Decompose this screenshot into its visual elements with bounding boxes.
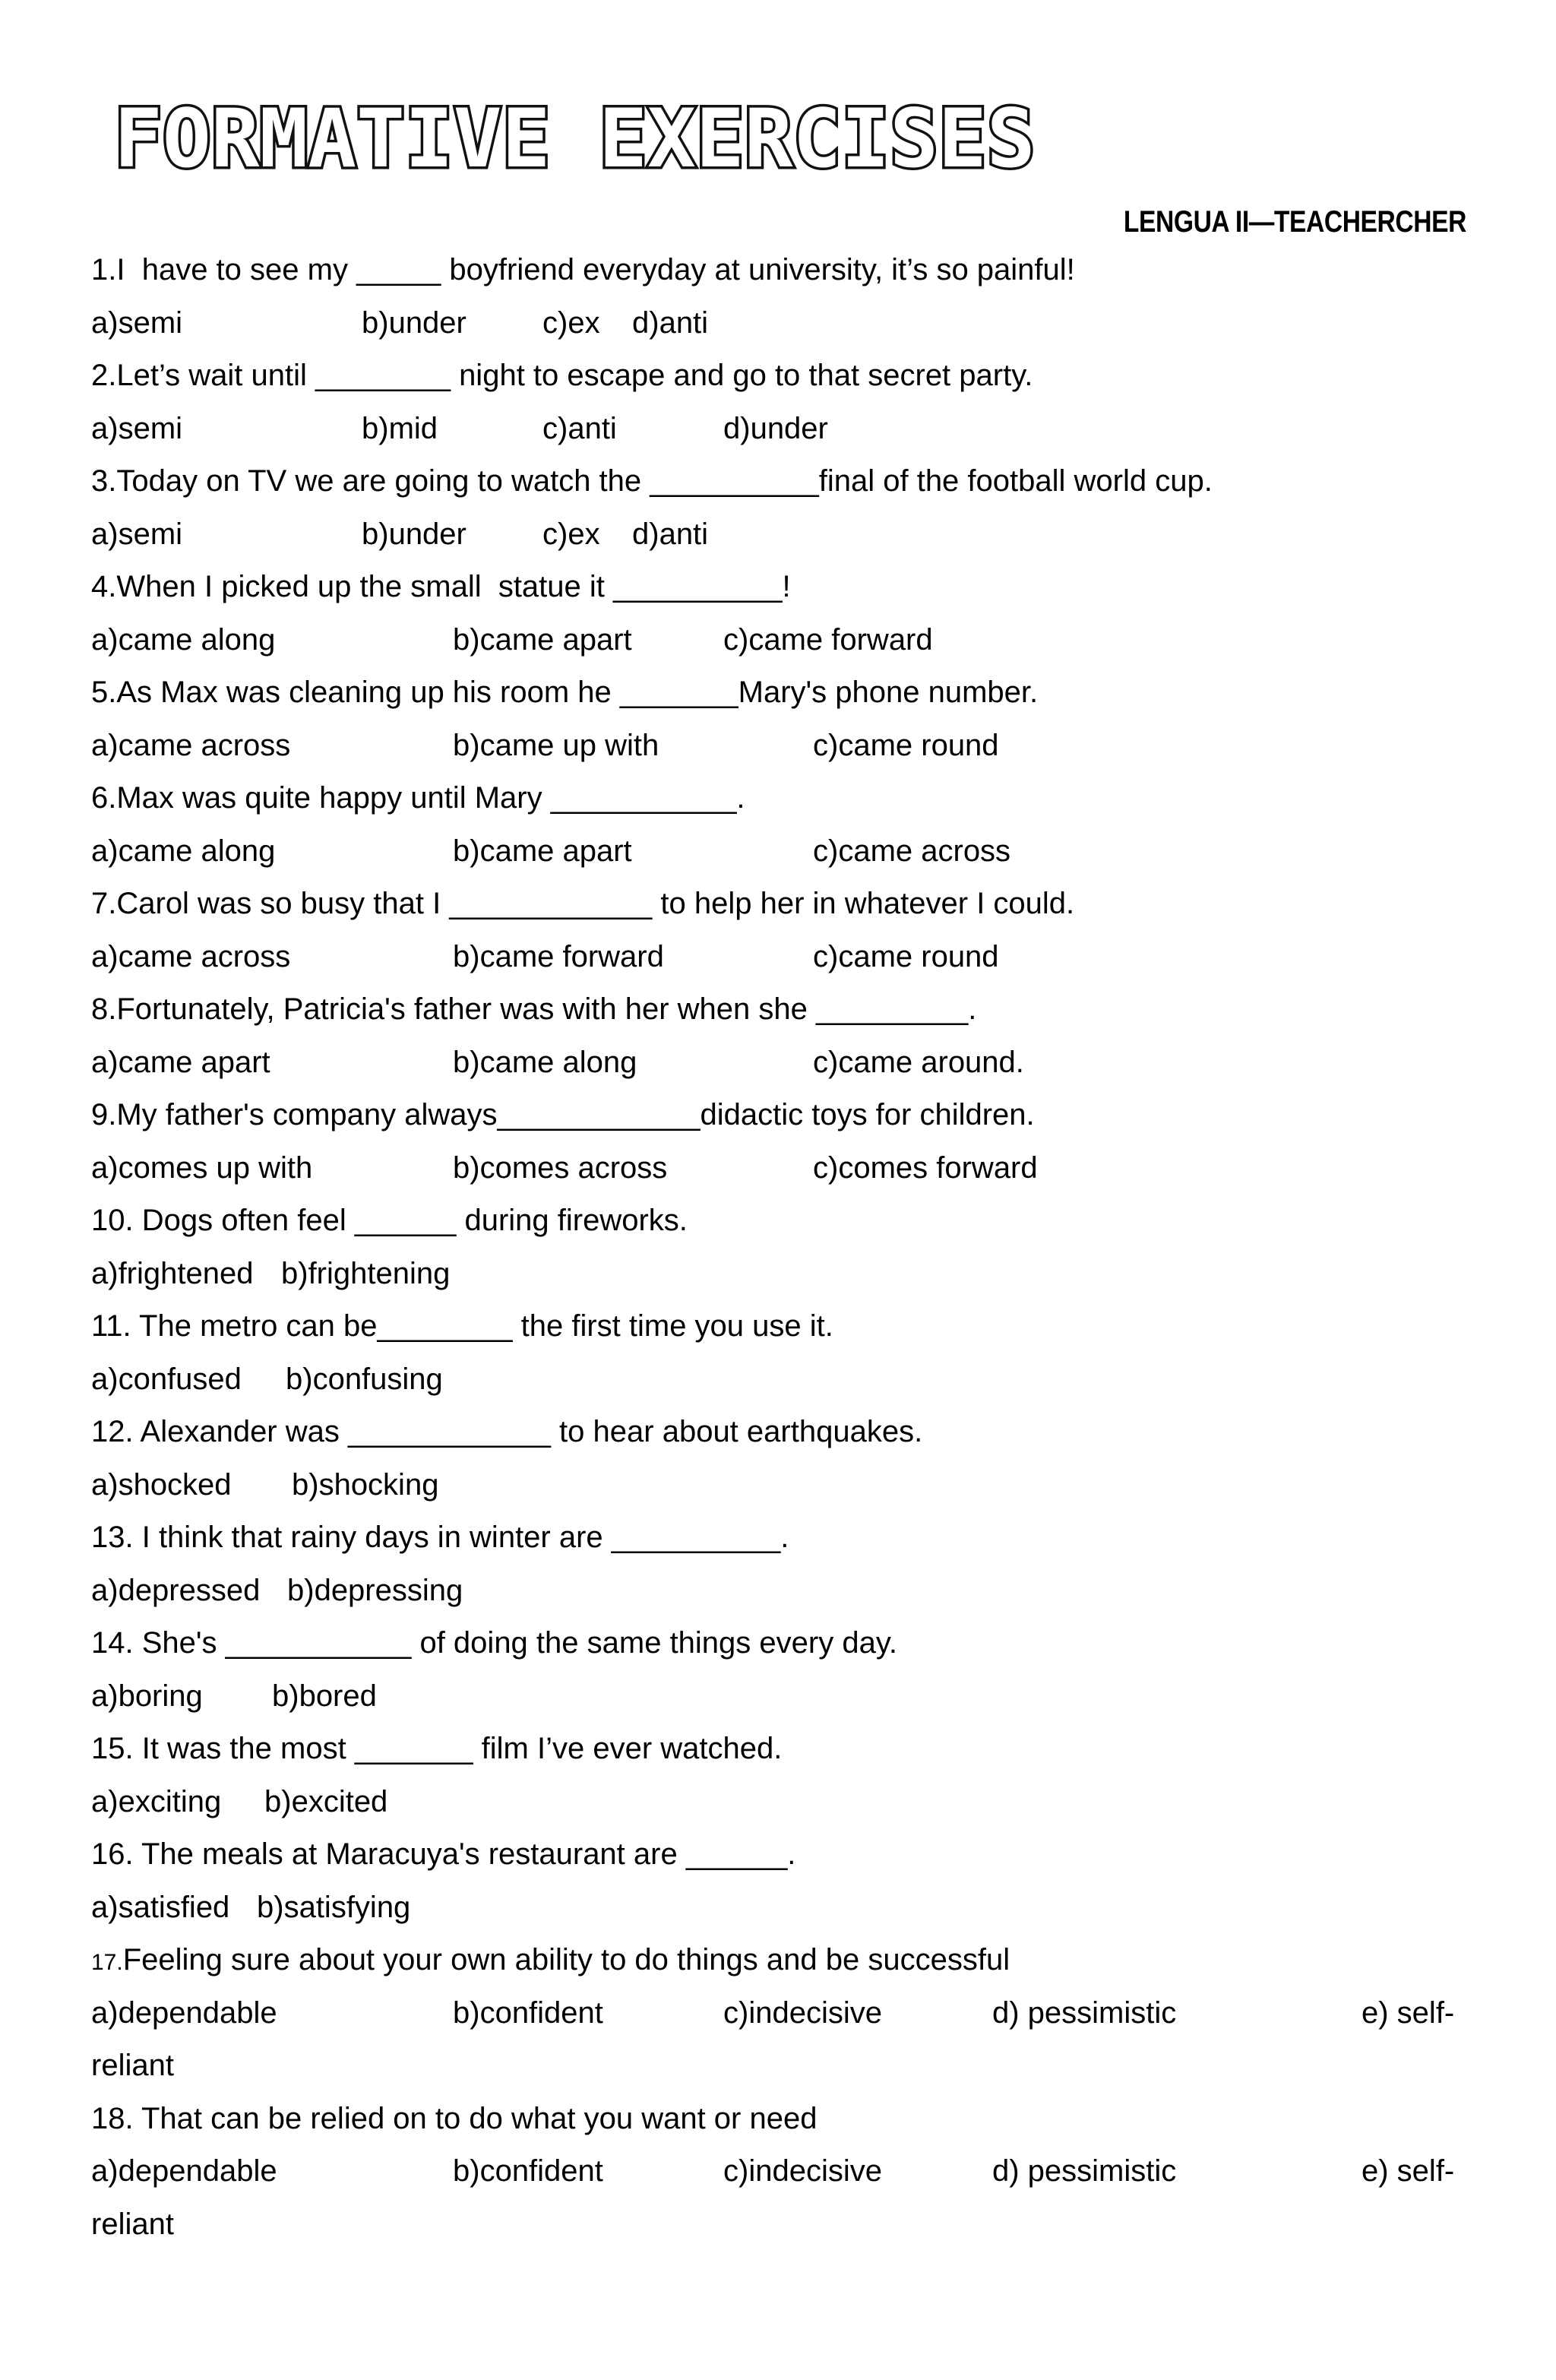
question-18-option-b: b)confident <box>453 2154 603 2188</box>
question-14-option-a: a)boring <box>91 1679 203 1713</box>
question-17-option-d: d) pessimistic <box>992 1995 1177 2030</box>
question-9-prompt: 9.My father's company always____________didactic toys for children. <box>91 1098 1035 1131</box>
question-15-option-a: a)exciting <box>91 1784 222 1818</box>
question-17-options <box>91 1987 1466 2093</box>
question-15-prompt: 15. It was the most _______ film I’ve ever watched. <box>91 1732 783 1765</box>
question-17-text: Feeling sure about your own ability to do things and be successful <box>122 1943 1010 1976</box>
question-1-prompt: 1.I have to see my _____ boyfriend everyday at university, it’s so painful! <box>91 253 1075 286</box>
question-16-prompt: 16. The meals at Maracuya's restaurant are ______. <box>91 1837 796 1871</box>
question-18-option-c: c)indecisive <box>723 2154 882 2188</box>
course-label <box>1058 207 1466 237</box>
question-6-option-c: c)came across <box>813 834 1011 868</box>
question-6-prompt: 6.Max was quite happy until Mary ___________. <box>91 781 745 815</box>
question-10-option-b: b)frightening <box>281 1256 451 1290</box>
question-2-option-b: b)mid <box>362 411 438 445</box>
question-8-options <box>91 1037 1466 1090</box>
question-12-prompt: 12. Alexander was ____________ to hear about earthquakes. <box>91 1415 923 1448</box>
question-10-options <box>91 1248 1466 1301</box>
exercise-list <box>91 244 1466 2251</box>
question-1-option-d: d)anti <box>632 305 709 340</box>
question-1-options <box>91 297 1466 350</box>
question-8-prompt: 8.Fortunately, Patricia's father was with her when she _________. <box>91 992 977 1026</box>
question-1-option-a: a)semi <box>91 305 183 340</box>
question-17-option-b: b)confident <box>453 1995 603 2030</box>
question-17-option-e: e) self-reliant <box>91 1995 1455 2082</box>
question-5-options <box>91 720 1466 773</box>
question-18-option-a: a)dependable <box>91 2154 277 2188</box>
question-8-option-c: c)came around. <box>813 1045 1024 1079</box>
question-11-option-a: a)confused <box>91 1362 242 1396</box>
question-5-option-a: a)came across <box>91 728 291 762</box>
question-8-option-b: b)came along <box>453 1045 637 1079</box>
question-14-prompt: 14. She's ___________ of doing the same things every day. <box>91 1626 897 1660</box>
question-5-prompt: 5.As Max was cleaning up his room he _______Mary's phone number. <box>91 676 1039 709</box>
question-3-prompt: 3.Today on TV we are going to watch the __________final of the football world cup. <box>91 464 1213 498</box>
question-11-option-b: b)confusing <box>286 1362 443 1396</box>
question-13-options <box>91 1565 1466 1618</box>
question-13-option-a: a)depressed <box>91 1573 261 1607</box>
question-17-prompt <box>91 1934 1466 1987</box>
question-2-options <box>91 403 1466 456</box>
question-9-option-b: b)comes across <box>453 1150 668 1185</box>
question-8-option-a: a)came apart <box>91 1045 270 1079</box>
question-4-prompt: 4.When I picked up the small statue it __________! <box>91 570 791 603</box>
question-15-option-b: b)excited <box>264 1784 388 1818</box>
question-4-option-c: c)came forward <box>723 622 933 657</box>
question-4-option-a: a)came along <box>91 622 276 657</box>
question-18-option-d: d) pessimistic <box>992 2154 1177 2188</box>
question-16-option-b: b)satisfying <box>257 1890 411 1924</box>
question-5-option-b: b)came up with <box>453 728 659 762</box>
question-7-option-b: b)came forward <box>453 939 664 973</box>
question-1-option-b: b)under <box>362 305 466 340</box>
question-13-option-b: b)depressing <box>287 1573 463 1607</box>
question-7-option-c: c)came round <box>813 939 999 973</box>
question-2-option-d: d)under <box>723 411 828 445</box>
question-3-option-a: a)semi <box>91 517 183 551</box>
question-3-option-b: b)under <box>362 517 466 551</box>
course-label-text: LENGUA II—TEACHERCHER <box>1123 205 1466 239</box>
question-10-option-a: a)frightened <box>91 1256 254 1290</box>
question-16-option-a: a)satisfied <box>91 1890 230 1924</box>
question-12-option-b: b)shocking <box>292 1467 439 1502</box>
question-5-option-c: c)came round <box>813 728 999 762</box>
question-13-prompt: 13. I think that rainy days in winter are __________. <box>91 1521 789 1554</box>
question-17-option-c: c)indecisive <box>723 1995 882 2030</box>
question-2-prompt: 2.Let’s wait until ________ night to escape and go to that secret party. <box>91 359 1033 392</box>
question-11-prompt: 11. The metro can be________ the first time you use it. <box>91 1309 833 1343</box>
question-6-option-b: b)came apart <box>453 834 632 868</box>
worksheet-title: FORMATIVE EXERCISES <box>114 92 1036 185</box>
question-18-prompt: 18. That can be relied on to do what you want or need <box>91 2101 818 2135</box>
question-9-options <box>91 1142 1466 1195</box>
question-6-option-a: a)came along <box>91 834 276 868</box>
question-1-option-c: c)ex <box>542 305 600 340</box>
question-3-option-c: c)ex <box>542 517 600 551</box>
question-6-options <box>91 825 1466 878</box>
question-18-option-e: e) self-reliant <box>91 2154 1455 2241</box>
question-14-options <box>91 1670 1466 1723</box>
question-4-options <box>91 614 1466 667</box>
question-9-option-c: c)comes forward <box>813 1150 1038 1185</box>
question-7-prompt: 7.Carol was so busy that I ____________ to help her in whatever I could. <box>91 887 1075 920</box>
question-11-options <box>91 1353 1466 1407</box>
question-3-option-d: d)anti <box>632 517 709 551</box>
question-4-option-b: b)came apart <box>453 622 632 657</box>
question-17-number: 17. <box>91 1950 123 1975</box>
question-14-option-b: b)bored <box>272 1679 377 1713</box>
question-3-options <box>91 508 1466 562</box>
question-17-option-a: a)dependable <box>91 1995 277 2030</box>
question-15-options <box>91 1776 1466 1829</box>
question-2-option-a: a)semi <box>91 411 183 445</box>
question-7-options <box>91 931 1466 984</box>
question-9-option-a: a)comes up with <box>91 1150 313 1185</box>
question-18-options <box>91 2145 1466 2251</box>
question-10-prompt: 10. Dogs often feel ______ during fireworks. <box>91 1204 688 1237</box>
question-2-option-c: c)anti <box>542 411 617 445</box>
question-7-option-a: a)came across <box>91 939 291 973</box>
question-16-options <box>91 1882 1466 1935</box>
question-12-options <box>91 1459 1466 1512</box>
question-12-option-a: a)shocked <box>91 1467 232 1502</box>
